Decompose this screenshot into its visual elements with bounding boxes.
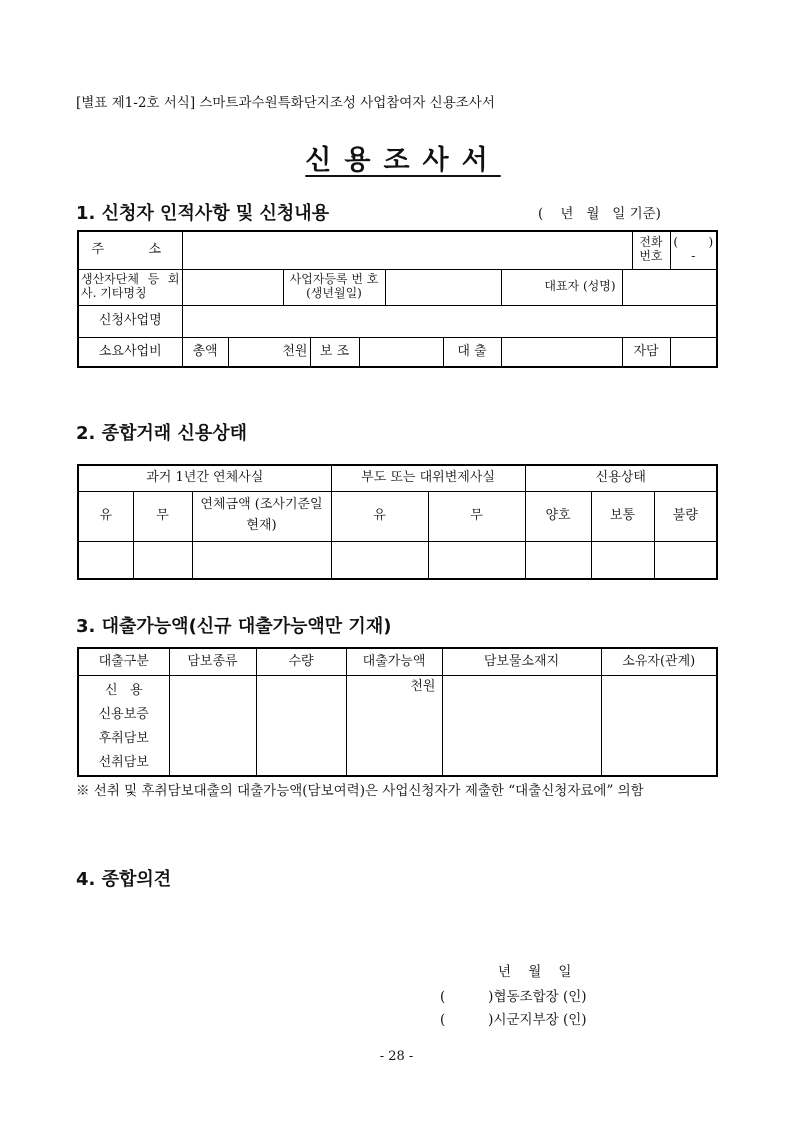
- collateral-location-header: 담보물소재지: [442, 648, 601, 675]
- loan-type-item: 선취담보: [98, 754, 149, 770]
- overdue-no-cell[interactable]: [133, 541, 192, 579]
- project-name-value[interactable]: [182, 305, 717, 337]
- loan-label: 대 출: [443, 337, 501, 367]
- loan-type-item: 후취담보: [98, 730, 149, 746]
- default-no-header: 무: [428, 491, 525, 541]
- loan-available-header: 대출가능액: [346, 648, 442, 675]
- credit-good-cell[interactable]: [525, 541, 591, 579]
- default-no-cell[interactable]: [428, 541, 525, 579]
- overdue-amount-cell[interactable]: [192, 541, 331, 579]
- overdue-header: 과거 1년간 연체사실: [78, 465, 331, 491]
- loan-note: ※ 선취 및 후취담보대출의 대출가능액(담보여력)은 사업신청자가 제출한 “대출신청자료에” 의함: [76, 783, 644, 799]
- collateral-location-cell[interactable]: [442, 675, 601, 776]
- quantity-cell[interactable]: [256, 675, 346, 776]
- default-yes-cell[interactable]: [331, 541, 428, 579]
- collateral-type-header: 담보종류: [169, 648, 256, 675]
- overdue-no-header: 무: [133, 491, 192, 541]
- form-header: [별표 제1-2호 서식] 스마트과수원특화단지조성 사업참여자 신용조사서: [76, 95, 495, 111]
- collateral-type-cell[interactable]: [169, 675, 256, 776]
- bizreg-value[interactable]: [385, 269, 501, 305]
- loan-available-cell[interactable]: 천원: [346, 675, 442, 776]
- credit-status-header: 신용상태: [525, 465, 717, 491]
- loan-type-list: [78, 675, 169, 776]
- total-amount[interactable]: 천원: [228, 337, 310, 367]
- section1-heading: 1. 신청자 인적사항 및 신청내용: [76, 203, 330, 224]
- total-label: 총액: [182, 337, 228, 367]
- section2-heading: 2. 종합거래 신용상태: [76, 423, 247, 444]
- owner-relation-header: 소유자(관계): [601, 648, 717, 675]
- quantity-header: 수량: [256, 648, 346, 675]
- project-name-label: 신청사업명: [78, 305, 182, 337]
- overdue-amount-header: 연체금액 (조사기준일현재): [192, 491, 331, 541]
- bizreg-label: 사업자등록 번 호(생년월일): [283, 269, 385, 305]
- section4-heading: 4. 종합의견: [76, 869, 172, 890]
- document-title: 신용조사서: [305, 145, 501, 176]
- loan-amount[interactable]: [501, 337, 622, 367]
- overdue-yes-header: 유: [78, 491, 133, 541]
- producer-org-label: 생산자단체 등 회사. 기타명칭: [78, 269, 182, 305]
- self-burden-label: 자담: [622, 337, 670, 367]
- owner-relation-cell[interactable]: [601, 675, 717, 776]
- date-reference: ( 년 월 일 기준): [538, 206, 661, 222]
- default-yes-header: 유: [331, 491, 428, 541]
- opinion-date: 년 월 일: [498, 964, 572, 980]
- phone-dash: -: [691, 249, 696, 264]
- address-value[interactable]: [182, 231, 632, 269]
- project-cost-label: 소요사업비: [78, 337, 182, 367]
- credit-bad-cell[interactable]: [654, 541, 717, 579]
- section3-heading: 3. 대출가능액(신규 대출가능액만 기재): [76, 616, 392, 637]
- phone-label: 전화번호: [632, 231, 670, 269]
- subsidy-label: 보 조: [310, 337, 359, 367]
- phone-value[interactable]: [670, 231, 717, 269]
- document-title-wrap: [0, 138, 793, 177]
- representative-value[interactable]: [622, 269, 717, 305]
- loan-capacity-table: [77, 647, 718, 777]
- credit-normal-cell[interactable]: [591, 541, 654, 579]
- cooperative-head-signature: ( )협동조합장 (인): [440, 989, 587, 1005]
- loan-type-item: 신용보증: [98, 706, 149, 722]
- page-number: - 28 -: [379, 1049, 414, 1064]
- loan-type-header: 대출구분: [78, 648, 169, 675]
- self-burden-amount[interactable]: [670, 337, 717, 367]
- loan-type-item: 신 용: [104, 682, 143, 698]
- default-header: 부도 또는 대위변제사실: [331, 465, 525, 491]
- representative-label: 대표자 (성명): [501, 269, 622, 305]
- credit-normal-header: 보통: [591, 491, 654, 541]
- credit-bad-header: 불량: [654, 491, 717, 541]
- producer-org-value[interactable]: [182, 269, 283, 305]
- credit-good-header: 양호: [525, 491, 591, 541]
- branch-head-signature: ( )시군지부장 (인): [440, 1012, 587, 1028]
- subsidy-amount[interactable]: [359, 337, 443, 367]
- overdue-yes-cell[interactable]: [78, 541, 133, 579]
- credit-status-table: [77, 464, 718, 580]
- address-label: 주 소: [78, 231, 182, 269]
- phone-area-code: ( ): [673, 235, 714, 250]
- applicant-table: [77, 230, 718, 368]
